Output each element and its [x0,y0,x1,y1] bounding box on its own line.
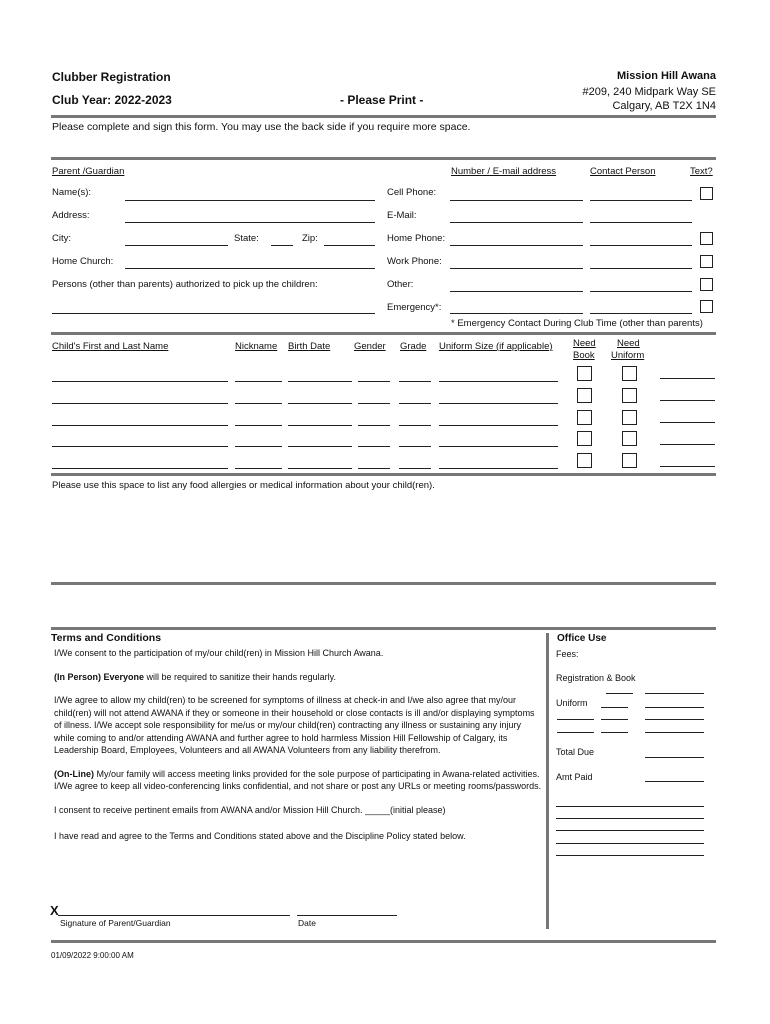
other-label: Other: [387,279,414,290]
city-label: City: [52,233,71,244]
office-line [645,707,704,708]
names-label: Name(s): [52,187,92,198]
office-line [556,818,704,819]
office-line [557,719,594,720]
office-line [645,757,704,758]
office-line [660,444,715,445]
child-name-field[interactable] [52,403,228,404]
city-field[interactable] [125,245,228,246]
need-book-checkbox[interactable] [577,410,592,425]
zip-label: Zip: [302,233,318,244]
office-line [556,855,704,856]
state-field[interactable] [271,245,293,246]
col-child-name: Child's First and Last Name [52,341,169,352]
child-gender-field[interactable] [358,446,390,447]
terms-email-consent: I consent to receive pertinent emails from AWANA and/or Mission Hill Church. _____(initial please) [54,804,446,815]
home-phone-field[interactable] [450,245,583,246]
section-divider [51,157,716,160]
emergency-contact-field[interactable] [590,313,692,314]
office-line [601,707,628,708]
state-label: State: [234,233,259,244]
child-nickname-field[interactable] [235,446,282,447]
child-grade-field[interactable] [399,468,431,469]
office-uniform: Uniform [556,698,588,708]
child-birth-field[interactable] [288,403,352,404]
child-grade-field[interactable] [399,446,431,447]
col-number-email: Number / E-mail address [451,166,557,177]
online-bold: (On-Line) [54,768,94,779]
office-amt-paid: Amt Paid [556,772,593,782]
office-line [601,719,628,720]
cell-number-field[interactable] [450,200,583,201]
office-line [660,400,715,401]
col-need-uniform-1: Need [617,338,640,349]
work-contact-field[interactable] [590,268,692,269]
child-uniform-size-field[interactable] [439,425,558,426]
date-field[interactable] [297,915,397,916]
office-line [645,719,704,720]
terms-agreement: I have read and agree to the Terms and Conditions stated above and the Discipline Policy stated below. [54,831,466,841]
emergency-phone-field[interactable] [450,313,583,314]
terms-online [54,768,542,793]
header-divider [51,115,716,118]
church-label: Home Church: [52,256,114,267]
need-book-checkbox[interactable] [577,388,592,403]
names-field[interactable] [125,200,375,201]
need-uniform-checkbox[interactable] [622,366,637,381]
col-gender: Gender [354,341,386,352]
terms-heading: Terms and Conditions [51,632,162,644]
col-birth-date: Birth Date [288,341,331,352]
child-nickname-field[interactable] [235,381,282,382]
child-birth-field[interactable] [288,425,352,426]
other-contact-field[interactable] [590,291,692,292]
other-text-checkbox[interactable] [700,278,713,291]
child-uniform-size-field[interactable] [439,468,558,469]
terms-consent: I/We consent to the participation of my/our child(ren) in Mission Hill Church Awana. [54,648,384,658]
child-uniform-size-field[interactable] [439,403,558,404]
child-birth-field[interactable] [288,468,352,469]
allergy-area[interactable] [52,494,712,580]
section-divider [51,332,716,335]
col-grade: Grade [400,341,427,352]
office-divider [546,633,549,929]
need-book-checkbox[interactable] [577,366,592,381]
office-line [645,781,704,782]
in-person-text: will be required to sanitize their hands regularly. [144,671,336,682]
office-line [660,422,715,423]
signature-label: Signature of Parent/Guardian [60,918,171,928]
office-line [557,732,594,733]
emergency-text-checkbox[interactable] [700,300,713,313]
terms-screening: I/We agree to allow my child(ren) to be screened for symptoms of illness at check-in and I/we also agree that my/our child(ren) will not attend AWANA if they or someone in their household or close contacts is ill and/or displaying symptoms of illness. I/We accept sole responsibility for me/us or my/our child(ren) contracting any illness or sustaining any injury while coming to and/or attending AWANA and further agree to hold harmless Mission Hill Fellowship of Calgary, its Leadership Board, Employees, Volunteers and all AWANA Volunteers from any liability therefrom. [54,695,535,755]
child-grade-field[interactable] [399,403,431,404]
section-divider [51,940,716,943]
child-uniform-size-field[interactable] [439,381,558,382]
child-birth-field[interactable] [288,381,352,382]
parent-section-label: Parent /Guardian [52,166,125,177]
zip-field[interactable] [324,245,375,246]
cell-contact-field[interactable] [590,200,692,201]
cell-phone-label: Cell Phone: [387,187,437,198]
office-line [660,466,715,467]
child-grade-field[interactable] [399,381,431,382]
child-grade-field[interactable] [399,425,431,426]
online-text: My/our family will access meeting links provided for the sole purpose of participating in Awana-related activities. I/We agree to keep all video-conferencing links confidential, and not share or post any URLs or meeting rooms/passwords. [54,768,542,791]
col-need-uniform-2: Uniform [611,350,645,361]
section-divider [51,627,716,630]
office-reg-book: Registration & Book [556,673,636,683]
footer-timestamp: 01/09/2022 9:00:00 AM [51,951,134,960]
child-gender-field[interactable] [358,381,390,382]
office-heading: Office Use [557,633,607,644]
child-name-field[interactable] [52,468,228,469]
home-contact-field[interactable] [590,245,692,246]
child-name-field[interactable] [52,425,228,426]
pickup-label: Persons (other than parents) authorized to pick up the children: [52,279,318,290]
child-name-field[interactable] [52,381,228,382]
need-uniform-checkbox[interactable] [622,431,637,446]
home-text-checkbox[interactable] [700,232,713,245]
org-address-line1: #209, 240 Midpark Way SE [582,86,716,98]
signature-x: X [50,903,59,918]
form-instruction: Please complete and sign this form. You may use the back side if you require more space. [52,121,471,133]
need-uniform-checkbox[interactable] [622,453,637,468]
section-divider [51,582,716,585]
cell-text-checkbox[interactable] [700,187,713,200]
col-need-book-1: Need [573,338,596,349]
allergy-note: Please use this space to list any food allergies or medical information about your child(ren). [52,480,435,491]
terms-in-person [54,671,542,684]
child-birth-field[interactable] [288,446,352,447]
need-book-checkbox[interactable] [577,431,592,446]
child-nickname-field[interactable] [235,403,282,404]
child-nickname-field[interactable] [235,425,282,426]
office-line [660,378,715,379]
work-phone-label: Work Phone: [387,256,442,267]
col-uniform-size: Uniform Size (if applicable) [439,341,553,352]
section-divider [51,473,716,476]
signature-field[interactable] [58,915,290,916]
col-need-book-2: Book [573,350,595,361]
org-name: Mission Hill Awana [616,70,716,82]
emergency-note: * Emergency Contact During Club Time (other than parents) [451,318,703,329]
org-address-line2: Calgary, AB T2X 1N4 [612,100,716,112]
pickup-field[interactable] [52,313,375,314]
club-year: Club Year: 2022-2023 [52,93,172,107]
form-title: Clubber Registration [52,70,171,84]
office-line [601,732,628,733]
child-uniform-size-field[interactable] [439,446,558,447]
terms-body [54,647,542,843]
child-nickname-field[interactable] [235,468,282,469]
need-uniform-checkbox[interactable] [622,410,637,425]
child-gender-field[interactable] [358,468,390,469]
church-field[interactable] [125,268,375,269]
col-nickname: Nickname [235,341,278,352]
work-phone-field[interactable] [450,268,583,269]
address-label: Address: [52,210,90,221]
col-contact-person: Contact Person [590,166,656,177]
col-text: Text? [690,166,713,177]
office-total-due: Total Due [556,747,595,757]
child-gender-field[interactable] [358,425,390,426]
office-line [556,843,704,844]
office-line [645,732,704,733]
in-person-bold: (In Person) Everyone [54,671,145,682]
date-label: Date [298,918,316,928]
office-line [556,806,704,807]
home-phone-label: Home Phone: [387,233,446,244]
child-gender-field[interactable] [358,403,390,404]
need-book-checkbox[interactable] [577,453,592,468]
email-field[interactable] [450,222,583,223]
office-line [556,830,704,831]
please-print: - Please Print - [340,93,424,107]
emergency-label: Emergency*: [387,302,442,313]
other-phone-field[interactable] [450,291,583,292]
office-line [606,693,633,694]
email-contact-field[interactable] [590,222,692,223]
need-uniform-checkbox[interactable] [622,388,637,403]
office-line [645,693,704,694]
office-fees: Fees: [556,649,579,659]
work-text-checkbox[interactable] [700,255,713,268]
address-field[interactable] [125,222,375,223]
child-name-field[interactable] [52,446,228,447]
email-label: E-Mail: [387,210,417,221]
